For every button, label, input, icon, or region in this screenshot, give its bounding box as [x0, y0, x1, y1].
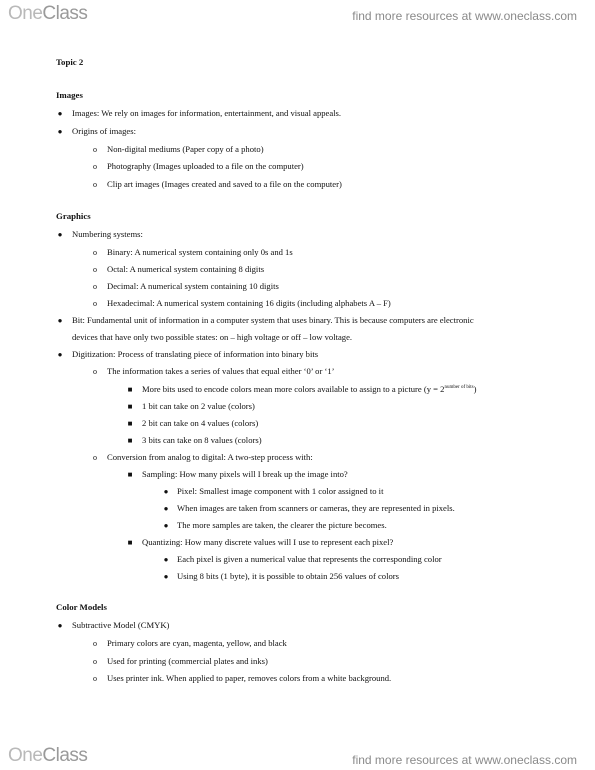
list-item: 3 bits can take on 8 values (colors)	[142, 435, 262, 445]
logo-class-text: Class	[42, 745, 88, 766]
list-item: Origins of images:	[72, 126, 136, 136]
graphics-heading: Graphics	[56, 211, 91, 221]
list-item: Uses printer ink. When applied to paper, removes colors from a white background.	[107, 673, 392, 683]
bullet-square: ■	[127, 436, 133, 445]
bullet-circle: o	[93, 639, 97, 648]
oneclass-logo[interactable]	[8, 3, 87, 25]
list-item: Clip art images (Images created and saved to a file on the computer)	[107, 179, 342, 189]
bullet-disc: ●	[163, 487, 169, 496]
logo-class-text: Class	[42, 3, 88, 24]
list-item: Non-digital mediums (Paper copy of a photo)	[107, 144, 264, 154]
bullet-disc: ●	[57, 316, 63, 325]
list-item: When images are taken from scanners or cameras, they are represented in pixels.	[177, 503, 455, 513]
bullet-circle: o	[93, 145, 97, 154]
bullet-disc: ●	[163, 504, 169, 513]
list-item: Conversion from analog to digital: A two-step process with:	[107, 452, 313, 462]
bullet-circle: o	[93, 162, 97, 171]
bullet-square: ■	[127, 385, 133, 394]
bullet-disc: ●	[163, 555, 169, 564]
color-models-heading: Color Models	[56, 602, 107, 612]
oneclass-logo-footer[interactable]	[8, 745, 87, 767]
list-item: Images: We rely on images for information, entertainment, and visual appeals.	[72, 108, 342, 118]
list-item: Decimal: A numerical system containing 10 digits	[107, 281, 279, 291]
bullet-disc: ●	[57, 230, 63, 239]
list-item: The information takes a series of values that equal either ‘0’ or ‘1’	[107, 366, 335, 376]
bullet-circle: o	[93, 299, 97, 308]
logo-one-text: One	[8, 745, 43, 766]
bullet-square: ■	[127, 470, 133, 479]
list-item: Sampling: How many pixels will I break up the image into?	[142, 469, 348, 479]
list-item: Photography (Images uploaded to a file on the computer)	[107, 161, 304, 171]
formula-close-paren: )	[473, 384, 477, 394]
list-item: 2 bit can take on 4 values (colors)	[142, 418, 259, 428]
list-item: Subtractive Model (CMYK)	[72, 620, 170, 630]
images-heading: Images	[56, 90, 83, 100]
bullet-circle: o	[93, 674, 97, 683]
bullet-disc: ●	[57, 127, 63, 136]
bullet-circle: o	[93, 453, 97, 462]
formula-exponent: number of bits	[444, 385, 474, 390]
list-item: Quantizing: How many discrete values will I use to represent each pixel?	[142, 537, 394, 547]
bullet-disc: ●	[163, 572, 169, 581]
list-item: Bit: Fundamental unit of information in a computer system that uses binary. This is because computers are electronic	[72, 315, 474, 325]
bullet-circle: o	[93, 282, 97, 291]
bullet-circle: o	[93, 265, 97, 274]
list-item: 1 bit can take on 2 value (colors)	[142, 401, 255, 411]
list-item: The more samples are taken, the clearer the picture becomes.	[177, 520, 387, 530]
logo-one-text: One	[8, 3, 43, 24]
bullet-disc: ●	[57, 350, 63, 359]
list-item: Used for printing (commercial plates and inks)	[107, 656, 268, 666]
bullet-square: ■	[127, 402, 133, 411]
bullet-square: ■	[127, 538, 133, 547]
bullet-circle: o	[93, 248, 97, 257]
list-item	[142, 384, 477, 395]
bullet-disc: ●	[57, 621, 63, 630]
list-item: Digitization: Process of translating piece of information into binary bits	[72, 349, 319, 359]
list-item: Octal: A numerical system containing 8 digits	[107, 264, 265, 274]
bullet-circle: o	[93, 367, 97, 376]
list-item: Using 8 bits (1 byte), it is possible to obtain 256 values of colors	[177, 571, 399, 581]
list-item: Binary: A numerical system containing only 0s and 1s	[107, 247, 293, 257]
list-item: Each pixel is given a numerical value that represents the corresponding color	[177, 554, 442, 564]
list-item: Hexadecimal: A numerical system containing 16 digits (including alphabets A – F)	[107, 298, 391, 308]
bullet-circle: o	[93, 657, 97, 666]
topic-title: Topic 2	[56, 57, 84, 67]
bullet-disc: ●	[57, 109, 63, 118]
list-item: Numbering systems:	[72, 229, 143, 239]
header-tagline[interactable]: find more resources at www.oneclass.com	[352, 9, 577, 23]
list-item-continuation: devices that have only two possible states: on – high voltage or off – low voltage.	[72, 332, 353, 342]
footer-tagline[interactable]: find more resources at www.oneclass.com	[352, 753, 577, 767]
list-item: Pixel: Smallest image component with 1 color assigned to it	[177, 486, 384, 496]
list-item: Primary colors are cyan, magenta, yellow, and black	[107, 638, 287, 648]
color-formula-text: More bits used to encode colors mean more colors available to assign to a picture (y = 2	[142, 384, 445, 394]
bullet-disc: ●	[163, 521, 169, 530]
bullet-circle: o	[93, 180, 97, 189]
bullet-square: ■	[127, 419, 133, 428]
